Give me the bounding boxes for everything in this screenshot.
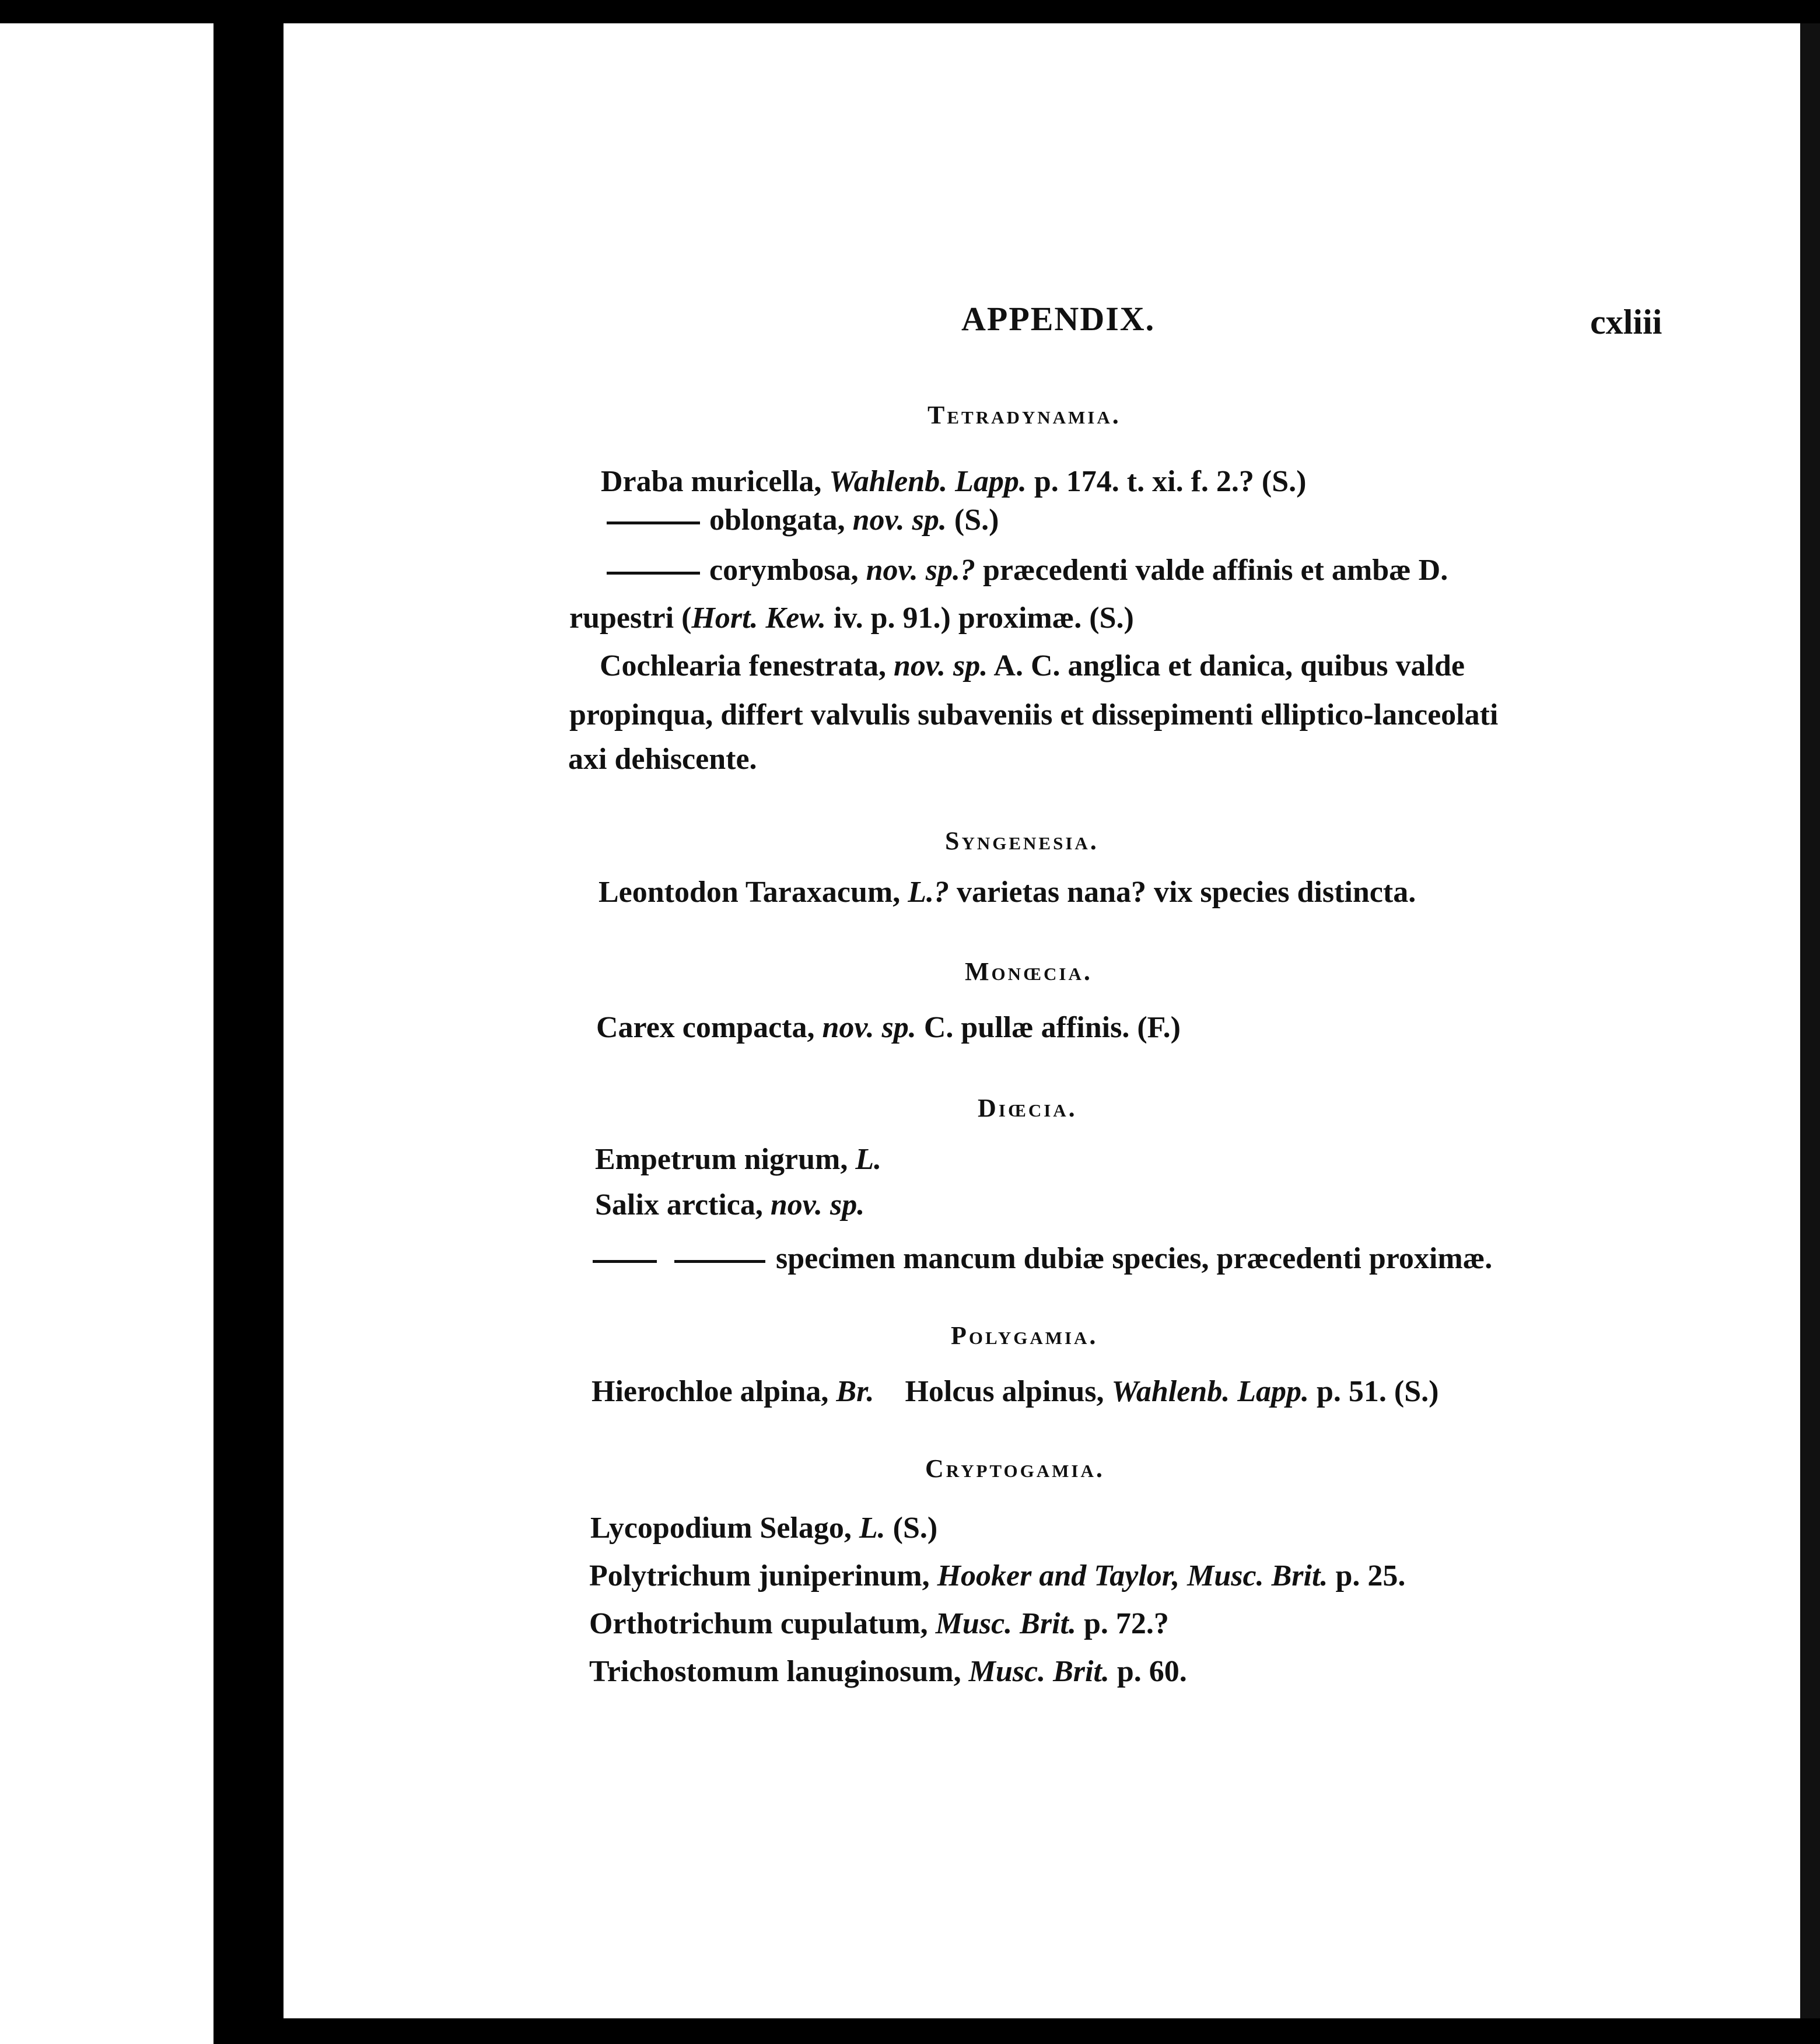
entry-salix-arctica — [595, 1190, 864, 1220]
page-number: cxliii — [1590, 303, 1662, 341]
citation: (S.) — [892, 1511, 938, 1545]
scan-border-top — [0, 0, 1820, 23]
entry-polytrichum-juniperinum — [589, 1561, 1405, 1591]
citation: p. 174. t. xi. f. 2.? (S.) — [1034, 465, 1307, 498]
entry-cochlearia-cont-1: propinqua, differt valvulis subaveniis et dissepimenti elliptico-lanceolati — [569, 698, 1499, 732]
reference: Musc. Brit. — [968, 1655, 1110, 1688]
section-heading-cryptogamia: Cryptogamia. — [925, 1454, 1105, 1483]
entry-carex-compacta — [596, 1013, 1181, 1043]
reference: Br. — [836, 1375, 874, 1408]
facing-page-edge — [0, 23, 244, 2044]
entry-hierochloe-alpina — [592, 1377, 1438, 1407]
citation: p. 25. — [1335, 1559, 1406, 1592]
reference: nov. sp. — [822, 1011, 916, 1044]
entry-leontodon-taraxacum — [598, 877, 1416, 908]
species-name: Orthotrichum cupulatum, — [589, 1607, 928, 1640]
species-name: Carex compacta, — [596, 1011, 815, 1044]
species-name: Cochlearia fenestrata, — [600, 649, 886, 682]
species-name: Leontodon Taraxacum, — [598, 876, 901, 909]
species-name: Salix arctica, — [595, 1188, 763, 1222]
citation: p. 51. (S.) — [1317, 1375, 1439, 1408]
description: varietas nana? vix species distincta. — [956, 876, 1416, 909]
scan-border-bottom — [284, 2018, 1820, 2044]
synonym: Holcus alpinus, — [905, 1375, 1104, 1408]
reference: Hooker and Taylor, Musc. Brit. — [937, 1559, 1328, 1592]
reference: Musc. Brit. — [935, 1607, 1076, 1640]
species-name: Lycopodium Selago, — [590, 1511, 852, 1545]
entry-lycopodium-selago — [590, 1513, 937, 1544]
section-heading-tetradynamia: Tetradynamia. — [928, 401, 1121, 429]
entry-draba-oblongata — [607, 505, 999, 536]
ditto-dash — [607, 522, 700, 524]
species-name: Trichostomum lanuginosum, — [589, 1655, 961, 1688]
citation: p. 60. — [1116, 1655, 1187, 1688]
entry-cochlearia-cont-2: axi dehiscente. — [568, 743, 757, 776]
description: C. pullæ affinis. (F.) — [923, 1011, 1181, 1044]
species-name: Empetrum nigrum, — [595, 1143, 848, 1176]
book-gutter — [214, 23, 284, 2044]
entry-orthotrichum-cupulatum — [589, 1609, 1169, 1639]
entry-cochlearia-fenestrata — [600, 651, 1465, 681]
entry-empetrum-nigrum — [595, 1144, 881, 1175]
species-name: Draba muricella, — [601, 465, 822, 498]
running-head: APPENDIX. — [961, 300, 1156, 338]
reference: nov. sp.? — [866, 554, 975, 587]
reference: nov. sp. — [893, 649, 988, 682]
species-name: Hierochloe alpina, — [592, 1375, 829, 1408]
section-heading-dioecia: Diœcia. — [978, 1094, 1077, 1122]
entry-draba-corymbosa — [607, 555, 1448, 586]
ditto-dash — [593, 1260, 657, 1263]
reference: L.? — [908, 876, 949, 909]
citation: p. 72.? — [1083, 1607, 1169, 1640]
reference: nov. sp. — [770, 1188, 865, 1222]
description: A. C. anglica et danica, quibus valde — [993, 649, 1465, 682]
entry-salix-specimen — [593, 1244, 1492, 1274]
reference: nov. sp. — [852, 503, 947, 537]
description: præcedenti valde affinis et ambæ D. — [982, 554, 1448, 587]
section-heading-polygamia: Polygamia. — [951, 1321, 1098, 1350]
reference: Wahlenb. Lapp. — [1111, 1375, 1309, 1408]
description: specimen mancum dubiæ species, præcedenti proximæ. — [776, 1242, 1493, 1275]
reference: L. — [859, 1511, 886, 1545]
scan-border-right — [1800, 23, 1820, 2044]
reference: Wahlenb. Lapp. — [829, 465, 1027, 498]
species-name: oblongata, — [709, 503, 845, 537]
entry-trichostomum-lanuginosum — [589, 1657, 1187, 1687]
species-name: Polytrichum juniperinum, — [589, 1559, 930, 1592]
citation: (S.) — [954, 503, 999, 537]
species-name: corymbosa, — [709, 554, 859, 587]
entry-draba-corymbosa-cont: rupestri (Hort. Kew. iv. p. 91.) proximæ. (S.) — [569, 601, 1134, 635]
section-heading-syngenesia: Syngenesia. — [945, 827, 1099, 855]
entry-draba-muricella — [601, 467, 1306, 497]
ditto-dash — [674, 1260, 765, 1263]
reference: L. — [855, 1143, 882, 1176]
section-heading-monoecia: Monœcia. — [965, 957, 1093, 986]
ditto-dash — [607, 572, 700, 575]
